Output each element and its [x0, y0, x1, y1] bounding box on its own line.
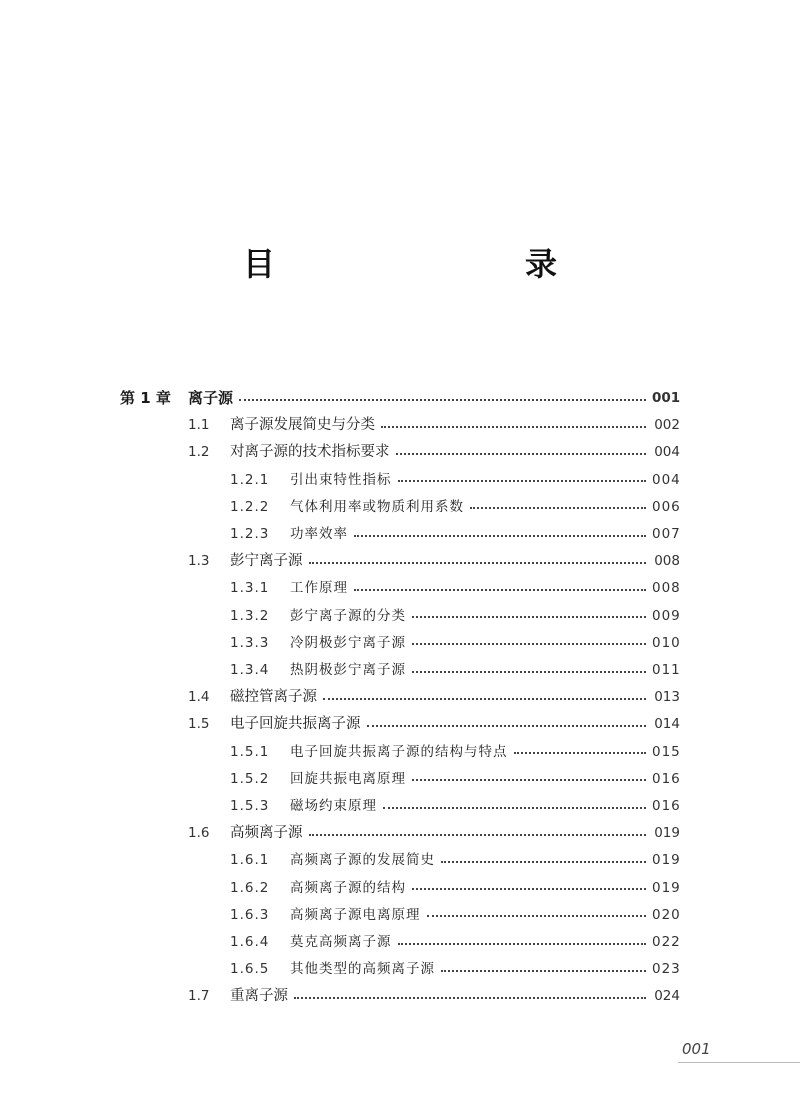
- toc-dot-leader: [396, 453, 647, 455]
- toc-entry[interactable]: [188, 711, 680, 738]
- toc-dot-leader: [412, 888, 646, 890]
- toc-entry-label: 重离子源: [230, 988, 288, 1005]
- toc-entry[interactable]: [188, 412, 680, 439]
- toc-entry-page: 007: [652, 526, 681, 542]
- toc-dot-leader: [398, 480, 647, 482]
- toc-entry-label: 对离子源的技术指标要求: [230, 444, 390, 461]
- toc-entry-page: 016: [652, 770, 681, 787]
- toc-dot-leader: [412, 671, 646, 673]
- toc-entry[interactable]: [230, 494, 680, 521]
- toc-dot-leader: [441, 861, 646, 863]
- toc-entry-page: 013: [654, 689, 680, 706]
- toc-dot-leader: [412, 616, 646, 618]
- toc-entry-page: 010: [652, 634, 681, 651]
- toc-dot-leader: [470, 507, 646, 509]
- toc-entry-page: 024: [654, 988, 680, 1005]
- toc-entry-label: 其他类型的高频离子源: [290, 961, 435, 978]
- toc-entry[interactable]: [230, 766, 680, 793]
- toc-entry-number: 1.3: [188, 553, 210, 570]
- toc-entry[interactable]: [188, 983, 680, 1010]
- footer-rule: [678, 1062, 800, 1063]
- toc-dot-leader: [441, 970, 646, 972]
- toc-entry[interactable]: [230, 521, 680, 548]
- toc-entry-page: 022: [652, 934, 681, 950]
- toc-entry-label: 回旋共振电离原理: [290, 770, 406, 787]
- toc-entry-page: 019: [652, 852, 681, 869]
- toc-entry-page: 001: [652, 390, 681, 406]
- toc-entry-label: 高频离子源的结构: [290, 879, 406, 896]
- toc-entry-label: 高频离子源电离原理: [290, 906, 421, 923]
- toc-entry-number: 1.4: [188, 689, 210, 706]
- toc-entry-label: 离子源发展简史与分类: [230, 417, 375, 434]
- toc-entry-label: 彭宁离子源: [230, 553, 303, 570]
- toc-entry-label: 莫克高频离子源: [290, 934, 392, 950]
- toc-entry-page: 014: [654, 716, 680, 733]
- toc-entry[interactable]: [230, 875, 680, 902]
- toc-entry-number: 1.3.2: [230, 607, 270, 624]
- toc-entry-number: 1.6.4: [230, 934, 270, 950]
- toc-entry-number: 1.3.4: [230, 662, 270, 678]
- toc-entry-number: 1.2.2: [230, 498, 270, 515]
- toc-entry[interactable]: [188, 820, 680, 847]
- toc-entry[interactable]: [120, 385, 680, 412]
- toc-entry-number: 1.6.1: [230, 852, 270, 869]
- toc-entry-page: 011: [652, 662, 681, 678]
- toc-dot-leader: [309, 562, 647, 564]
- toc-entry[interactable]: [230, 657, 680, 684]
- toc-entry-label: 引出束特性指标: [290, 471, 392, 488]
- toc-entry-label: 冷阴极彭宁离子源: [290, 634, 406, 651]
- toc-entry[interactable]: [188, 439, 680, 466]
- toc-entry-number: 1.5: [188, 716, 210, 733]
- toc-entry[interactable]: [230, 929, 680, 956]
- toc-entry-label: 功率效率: [290, 526, 348, 542]
- page-number: 001: [682, 1040, 711, 1058]
- toc-dot-leader: [354, 535, 646, 537]
- toc-dot-leader: [294, 997, 646, 999]
- toc-dot-leader: [383, 807, 646, 809]
- toc-entry-number: 1.6.5: [230, 961, 270, 978]
- toc-dot-leader: [514, 752, 647, 754]
- toc-entry[interactable]: [230, 630, 680, 657]
- page-title: 目 录: [242, 245, 619, 283]
- toc-entry-label: 电子回旋共振离子源的结构与特点: [290, 743, 508, 760]
- toc-entry-number: 1.1: [188, 417, 210, 434]
- toc-entry-label: 磁场约束原理: [290, 798, 377, 814]
- toc-entry-label: 气体利用率或物质利用系数: [290, 498, 464, 515]
- toc-entry-page: 023: [652, 961, 681, 978]
- toc-dot-leader: [398, 943, 647, 945]
- toc-entry[interactable]: [230, 575, 680, 602]
- toc-entry-number: 1.7: [188, 988, 210, 1005]
- toc-entry-page: 008: [652, 580, 681, 597]
- toc-entry-number: 1.5.3: [230, 798, 270, 814]
- toc-entry-page: 020: [652, 906, 681, 923]
- toc-entry-page: 019: [652, 879, 681, 896]
- toc-entry[interactable]: [230, 956, 680, 983]
- toc-entry-page: 009: [652, 607, 681, 624]
- toc-dot-leader: [354, 589, 646, 591]
- toc-entry[interactable]: [230, 739, 680, 766]
- toc-entry[interactable]: [230, 467, 680, 494]
- toc-entry-label: 彭宁离子源的分类: [290, 607, 406, 624]
- toc-entry-page: 019: [654, 825, 680, 842]
- toc-entry-number: 1.2: [188, 444, 210, 461]
- toc-entry[interactable]: [230, 847, 680, 874]
- toc-entry[interactable]: [230, 603, 680, 630]
- toc-entry-label: 离子源: [188, 389, 234, 407]
- toc-entry-number: 1.6.2: [230, 879, 270, 896]
- toc-entry-number: 1.5.2: [230, 770, 270, 787]
- toc-entry-label: 高频离子源: [230, 825, 303, 842]
- toc-entry[interactable]: [188, 548, 680, 575]
- toc-entry-number: 1.2.1: [230, 471, 270, 488]
- toc-entry-page: 004: [652, 471, 681, 488]
- toc-entry-label: 电子回旋共振离子源: [230, 716, 361, 733]
- toc-dot-leader: [323, 698, 646, 700]
- toc-entry-page: 016: [652, 798, 681, 814]
- toc-dot-leader: [412, 779, 646, 781]
- toc-dot-leader: [239, 399, 646, 401]
- toc-entry-label: 工作原理: [290, 580, 348, 597]
- toc-dot-leader: [381, 426, 646, 428]
- toc-entry-number: 1.6.3: [230, 906, 270, 923]
- toc-dot-leader: [367, 725, 647, 727]
- toc-entry[interactable]: [230, 793, 680, 820]
- toc-entry-label: 热阴极彭宁离子源: [290, 662, 406, 678]
- toc-entry[interactable]: [188, 684, 680, 711]
- toc-entry-label: 高频离子源的发展简史: [290, 852, 435, 869]
- toc-dot-leader: [412, 643, 646, 645]
- toc-entry-number: 1.5.1: [230, 743, 270, 760]
- toc-entry-number: 1.2.3: [230, 526, 270, 542]
- toc-entry-number: 1.6: [188, 825, 210, 842]
- toc-dot-leader: [427, 915, 647, 917]
- toc-entry-page: 002: [654, 417, 680, 434]
- toc-entry-page: 006: [652, 498, 681, 515]
- toc-entry-page: 004: [654, 444, 680, 461]
- toc-entry-page: 015: [652, 743, 681, 760]
- toc-entry-number: 1.3.3: [230, 634, 270, 651]
- toc-entry-number: 第 1 章: [120, 389, 171, 407]
- toc-entry-label: 磁控管离子源: [230, 689, 317, 706]
- toc-entry[interactable]: [230, 902, 680, 929]
- toc-entry-number: 1.3.1: [230, 580, 270, 597]
- toc-entry-page: 008: [654, 553, 680, 570]
- toc-dot-leader: [309, 834, 647, 836]
